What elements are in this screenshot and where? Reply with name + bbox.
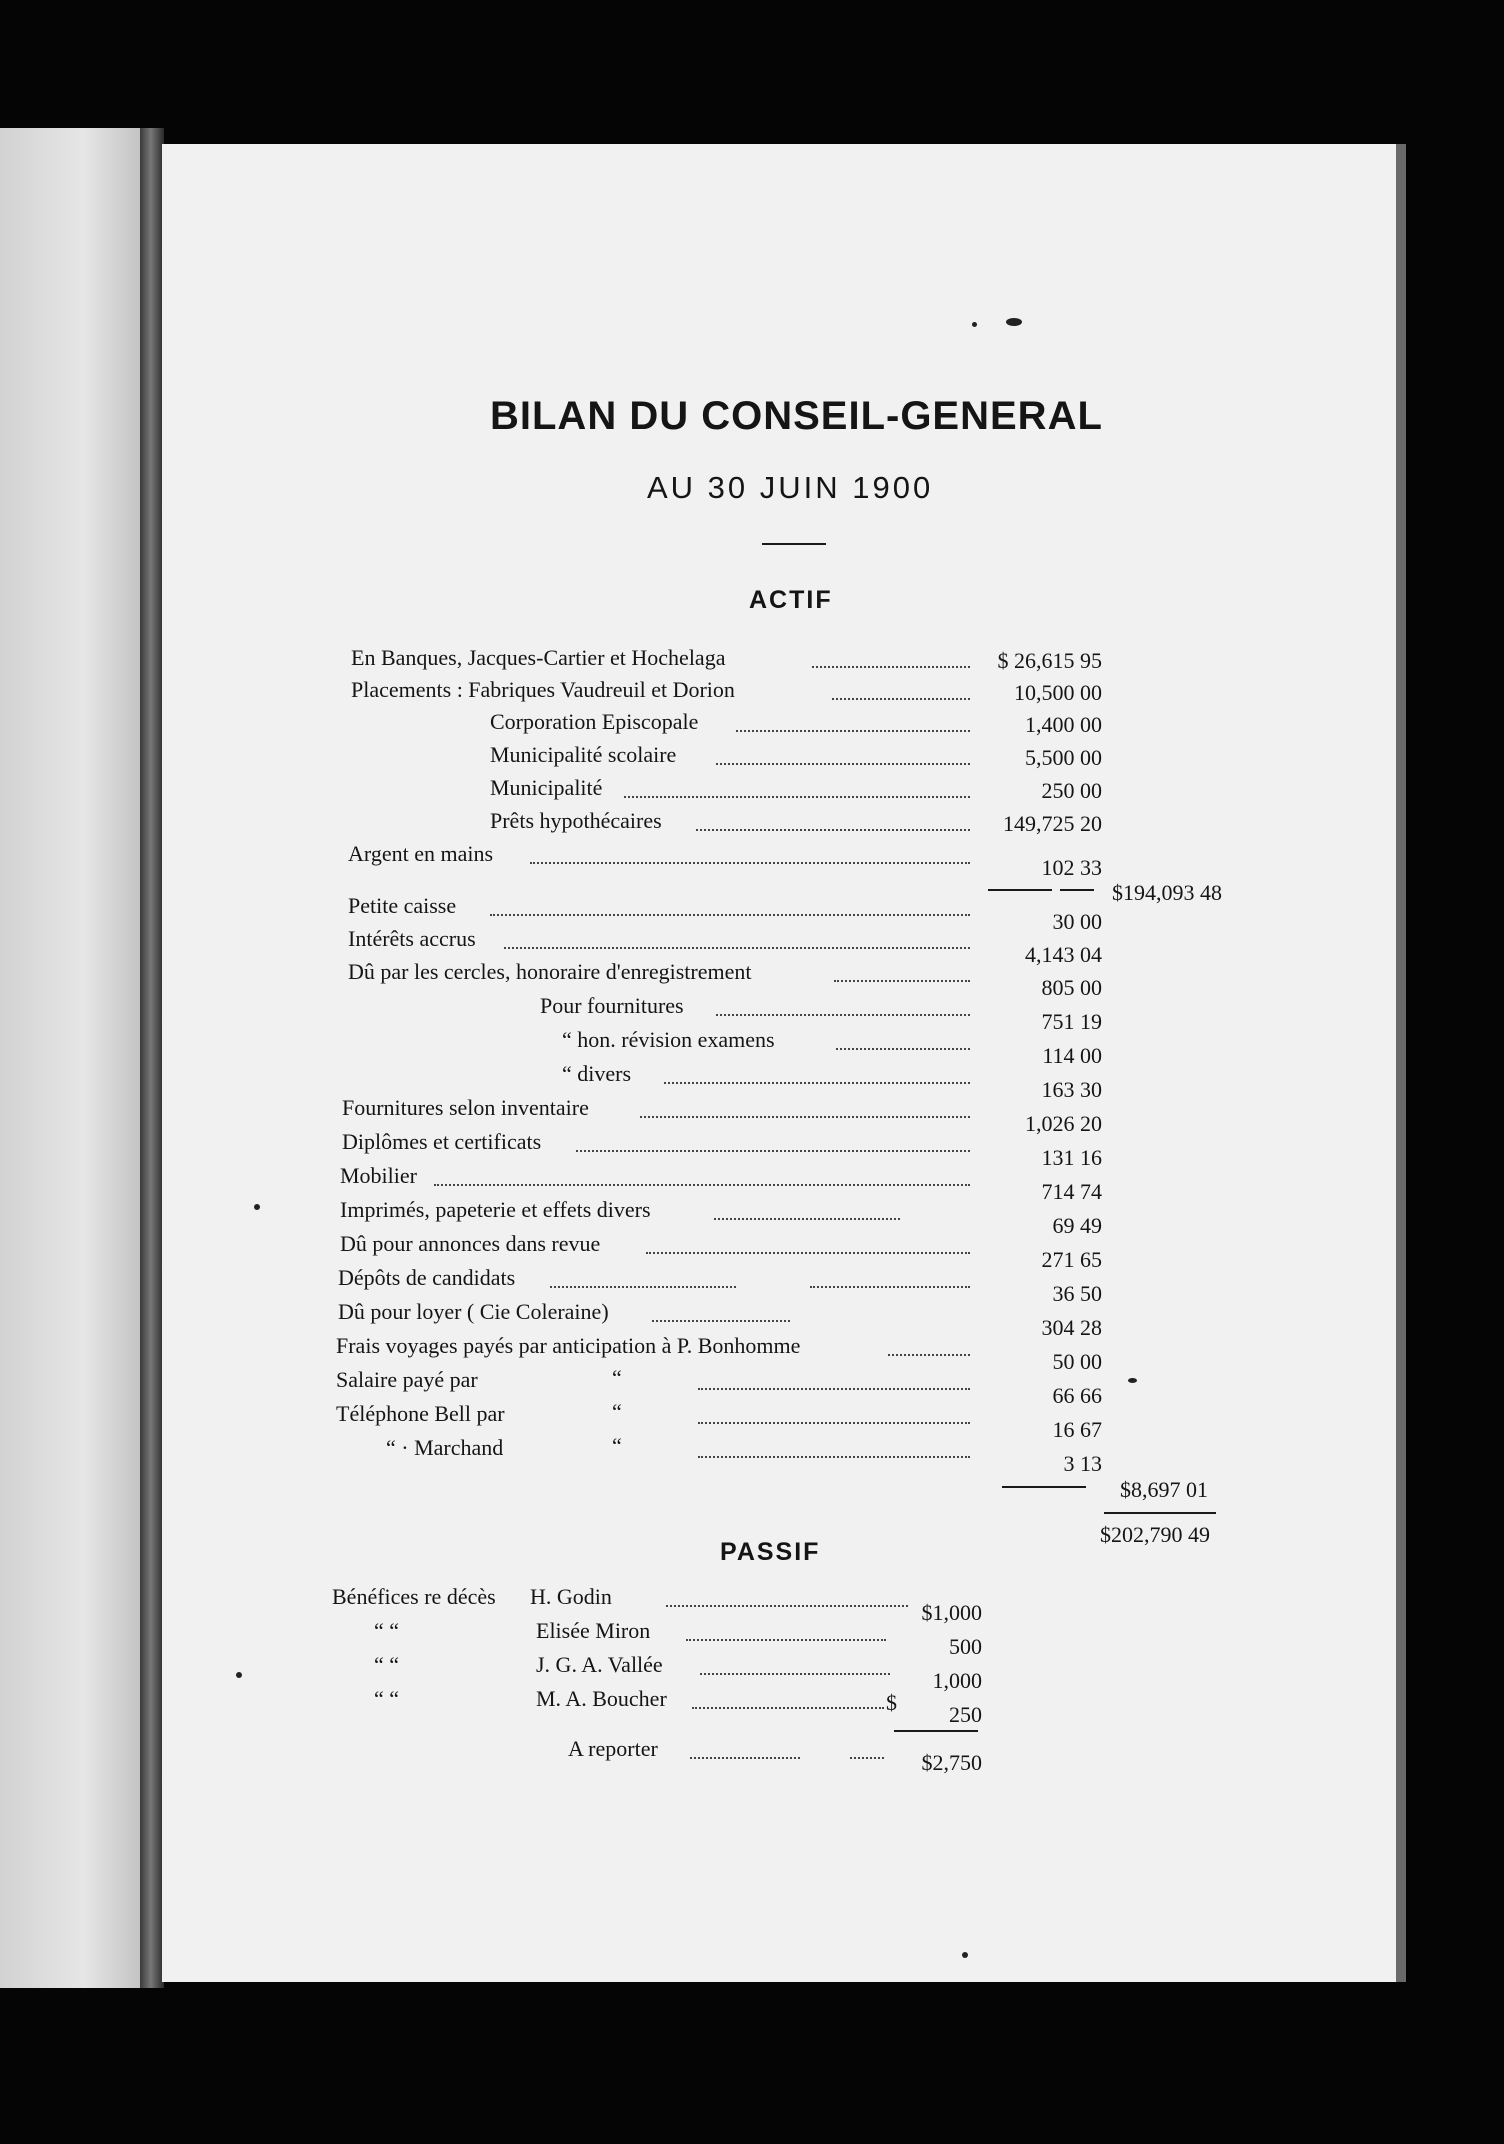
dot-leader	[698, 1456, 970, 1458]
actif-subtotal-2: $8,697 01	[1120, 1477, 1208, 1502]
passif-row-prefix: Bénéfices re décès	[332, 1584, 496, 1609]
actif-row-amount: 1,400 00	[1025, 712, 1102, 737]
dot-leader	[696, 829, 970, 831]
dot-leader	[888, 1354, 970, 1356]
actif-row-amount: 271 65	[1041, 1247, 1102, 1272]
sum-rule	[894, 1730, 978, 1732]
actif-row-label: Pour fournitures	[540, 993, 684, 1018]
dot-leader	[736, 730, 970, 732]
actif-row-amount: 114 00	[1042, 1043, 1102, 1068]
dot-leader	[716, 763, 970, 765]
actif-row-amount: 1,026 20	[1025, 1111, 1102, 1136]
actif-row-label: Dû par les cercles, honoraire d'enregistrement	[348, 959, 752, 984]
actif-row-amount: $ 26,615 95	[997, 648, 1102, 673]
actif-row-amount: 50 00	[1052, 1349, 1102, 1374]
actif-row-label: Petite caisse	[348, 893, 457, 918]
dot-leader	[834, 980, 970, 982]
actif-row-label: “ · Marchand	[386, 1435, 504, 1460]
dot-leader	[698, 1422, 970, 1424]
actif-total: $202,790 49	[1100, 1522, 1210, 1547]
ink-speck	[962, 1952, 968, 1958]
passif-row-amount: $1,000	[921, 1600, 982, 1625]
actif-row-amount: 304 28	[1041, 1315, 1102, 1340]
actif-row-amount: 10,500 00	[1014, 680, 1102, 705]
actif-row-amount: 16 67	[1052, 1417, 1102, 1442]
ditto-mark: “	[612, 1433, 622, 1458]
dot-leader	[850, 1757, 884, 1759]
actif-row-label: Mobilier	[340, 1163, 417, 1188]
dot-leader	[530, 862, 970, 864]
carry-forward-amount: $2,750	[921, 1750, 982, 1775]
passif-row-amount: 250	[949, 1702, 982, 1727]
left-page-edge	[0, 128, 140, 1988]
actif-row-label: Salaire payé par	[336, 1367, 478, 1392]
sum-rule	[1002, 1486, 1086, 1488]
passif-row-amount: 500	[949, 1634, 982, 1659]
page-title: BILAN DU CONSEIL-GENERAL	[490, 394, 1103, 438]
dot-leader	[640, 1116, 970, 1118]
ink-speck	[972, 322, 977, 327]
actif-row-amount: 36 50	[1052, 1281, 1102, 1306]
sum-rule	[1060, 889, 1094, 891]
ditto-mark: “	[612, 1365, 622, 1390]
actif-row-label: Imprimés, papeterie et effets divers	[340, 1197, 651, 1222]
actif-row-label: Diplômes et certificats	[342, 1129, 542, 1154]
dot-leader	[810, 1286, 970, 1288]
actif-row-amount: 131 16	[1041, 1145, 1102, 1170]
dot-leader	[652, 1320, 790, 1322]
carry-forward-label: A reporter	[568, 1736, 658, 1761]
dot-leader	[714, 1218, 900, 1220]
passif-heading: PASSIF	[720, 1538, 821, 1566]
actif-subtotal-1: $194,093 48	[1112, 880, 1222, 905]
actif-row-amount: 714 74	[1041, 1179, 1102, 1204]
actif-row-amount: 5,500 00	[1025, 745, 1102, 770]
dollar-sign: $	[886, 1690, 897, 1715]
actif-row-amount: 3 13	[1063, 1451, 1102, 1476]
actif-row-label: En Banques, Jacques-Cartier et Hochelaga	[351, 645, 726, 670]
actif-row-label: Corporation Episcopale	[490, 709, 699, 734]
total-rule	[1104, 1512, 1216, 1514]
dot-leader	[836, 1048, 970, 1050]
title-divider	[762, 543, 826, 545]
dot-leader	[812, 666, 970, 668]
actif-row-amount: 30 00	[1052, 909, 1102, 934]
actif-row-amount: 149,725 20	[1003, 811, 1102, 836]
passif-row-name: J. G. A. Vallée	[536, 1652, 663, 1677]
dot-leader	[832, 698, 970, 700]
dot-leader	[700, 1673, 890, 1675]
actif-row-label: Dû pour loyer ( Cie Coleraine)	[338, 1299, 609, 1324]
ink-speck	[1128, 1378, 1137, 1383]
actif-row-label: Fournitures selon inventaire	[342, 1095, 589, 1120]
dot-leader	[576, 1150, 970, 1152]
actif-heading: ACTIF	[749, 586, 833, 614]
passif-row-name: H. Godin	[530, 1584, 612, 1609]
passif-row-amount: 1,000	[932, 1668, 982, 1693]
actif-row-label: Prêts hypothécaires	[490, 808, 662, 833]
dot-leader	[646, 1252, 970, 1254]
dot-leader	[504, 947, 970, 949]
ink-speck	[236, 1672, 242, 1678]
actif-row-label: Frais voyages payés par anticipation à P. Bonhomme	[336, 1333, 801, 1358]
actif-row-label: “ hon. révision examens	[562, 1027, 775, 1052]
page-subtitle: AU 30 JUIN 1900	[647, 470, 934, 505]
dot-leader	[692, 1707, 884, 1709]
actif-row-amount: 66 66	[1052, 1383, 1102, 1408]
actif-row-label: Argent en mains	[348, 841, 494, 866]
actif-row-amount: 163 30	[1041, 1077, 1102, 1102]
actif-row-amount: 102 33	[1041, 855, 1102, 880]
actif-row-amount: 4,143 04	[1025, 942, 1102, 967]
dot-leader	[550, 1286, 736, 1288]
passif-row-prefix: “ “	[374, 1618, 400, 1643]
dot-leader	[690, 1757, 800, 1759]
actif-row-amount: 805 00	[1041, 975, 1102, 1000]
passif-row-prefix: “ “	[374, 1652, 400, 1677]
actif-row-amount: 751 19	[1041, 1009, 1102, 1034]
actif-row-label: “ divers	[562, 1061, 632, 1086]
dot-leader	[490, 914, 970, 916]
book-gutter	[140, 128, 164, 1988]
actif-row-label: Placements : Fabriques Vaudreuil et Dorion	[351, 677, 735, 702]
actif-row-label: Municipalité	[490, 775, 603, 800]
dot-leader	[716, 1014, 970, 1016]
actif-row-amount: 69 49	[1052, 1213, 1102, 1238]
actif-row-amount: 250 00	[1041, 778, 1102, 803]
dot-leader	[664, 1082, 970, 1084]
passif-row-prefix: “ “	[374, 1686, 400, 1711]
dot-leader	[666, 1605, 908, 1607]
ink-speck	[1006, 318, 1022, 326]
dot-leader	[686, 1639, 886, 1641]
actif-row-label: Municipalité scolaire	[490, 742, 677, 767]
actif-row-label: Dépôts de candidats	[338, 1265, 516, 1290]
ink-speck	[254, 1204, 260, 1210]
actif-row-label: Intérêts accrus	[348, 926, 476, 951]
passif-row-name: M. A. Boucher	[536, 1686, 667, 1711]
passif-row-name: Elisée Miron	[536, 1618, 651, 1643]
dot-leader	[624, 796, 970, 798]
actif-row-label: Téléphone Bell par	[336, 1401, 505, 1426]
dot-leader	[434, 1184, 970, 1186]
ditto-mark: “	[612, 1399, 622, 1424]
actif-row-label: Dû pour annonces dans revue	[340, 1231, 601, 1256]
sum-rule	[988, 889, 1052, 891]
dot-leader	[698, 1388, 970, 1390]
